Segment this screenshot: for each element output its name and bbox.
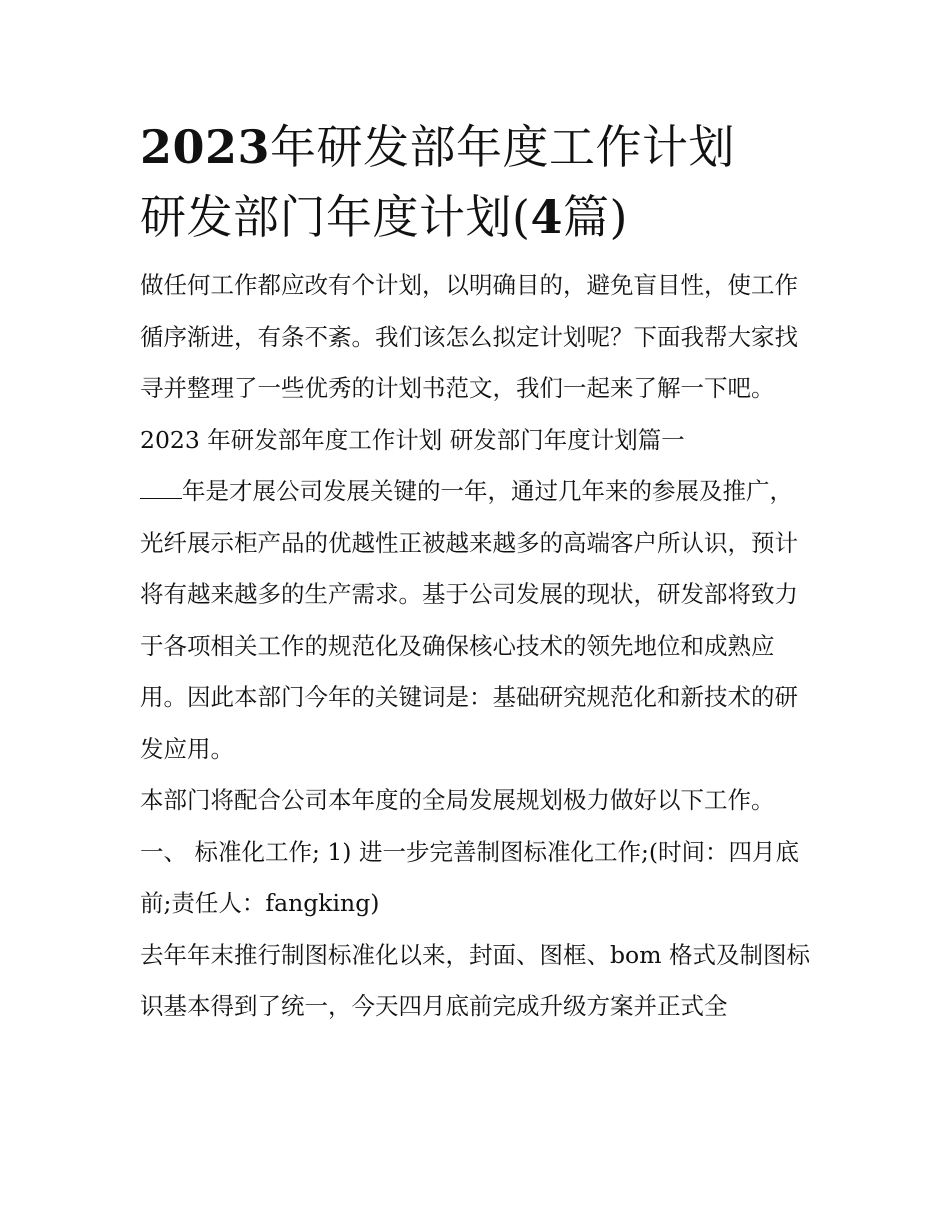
body-paragraph (140, 466, 812, 775)
body-paragraph-text: 年是才展公司发展关键的一年，通过几年来的参展及推广，光纤展示柜产品的优越性正被越来越多的高端客户所认识，预计将有越来越多的生产需求。基于公司发展的现状，研发部将致力于各项相关工作的规范化及确保核心技术的领先地位和成熟应用。因此本部门今年的关键词是：基础研究规范化和新技术的研发应用。 (140, 477, 798, 763)
section-heading: 2023 年研发部年度工作计划 研发部门年度计划篇一 (140, 425, 685, 454)
document-title (140, 112, 812, 252)
intro-paragraph: 做任何工作都应改有个计划，以明确目的，避免盲目性，使工作循序渐进，有条不紊。我们该怎么拟定计划呢？下面我帮大家找寻并整理了一些优秀的计划书范文，我们一起来了解一下吧。 (140, 271, 798, 402)
document-body (140, 260, 812, 1033)
title-count: 4 (530, 190, 563, 244)
body-paragraph: 去年年末推行制图标准化以来，封面、图框、bom 格式及制图标识基本得到了统一，今天四月底前完成升级方案并正式全 (140, 940, 810, 1020)
blank-underline (140, 497, 182, 499)
body-paragraph: 一、 标准化工作; 1) 进一步完善制图标准化工作;(时间：四月底前;责任人：fangking) (140, 837, 800, 917)
title-year: 2023 (140, 120, 271, 174)
title-line2-end: 篇) (562, 190, 628, 244)
document-content (140, 112, 812, 1033)
title-line1-text: 年研发部年度工作计划 (270, 120, 736, 174)
title-line2-text: 研发部门年度计划( (140, 190, 531, 244)
body-paragraph: 本部门将配合公司本年度的全局发展规划极力做好以下工作。 (140, 786, 775, 814)
